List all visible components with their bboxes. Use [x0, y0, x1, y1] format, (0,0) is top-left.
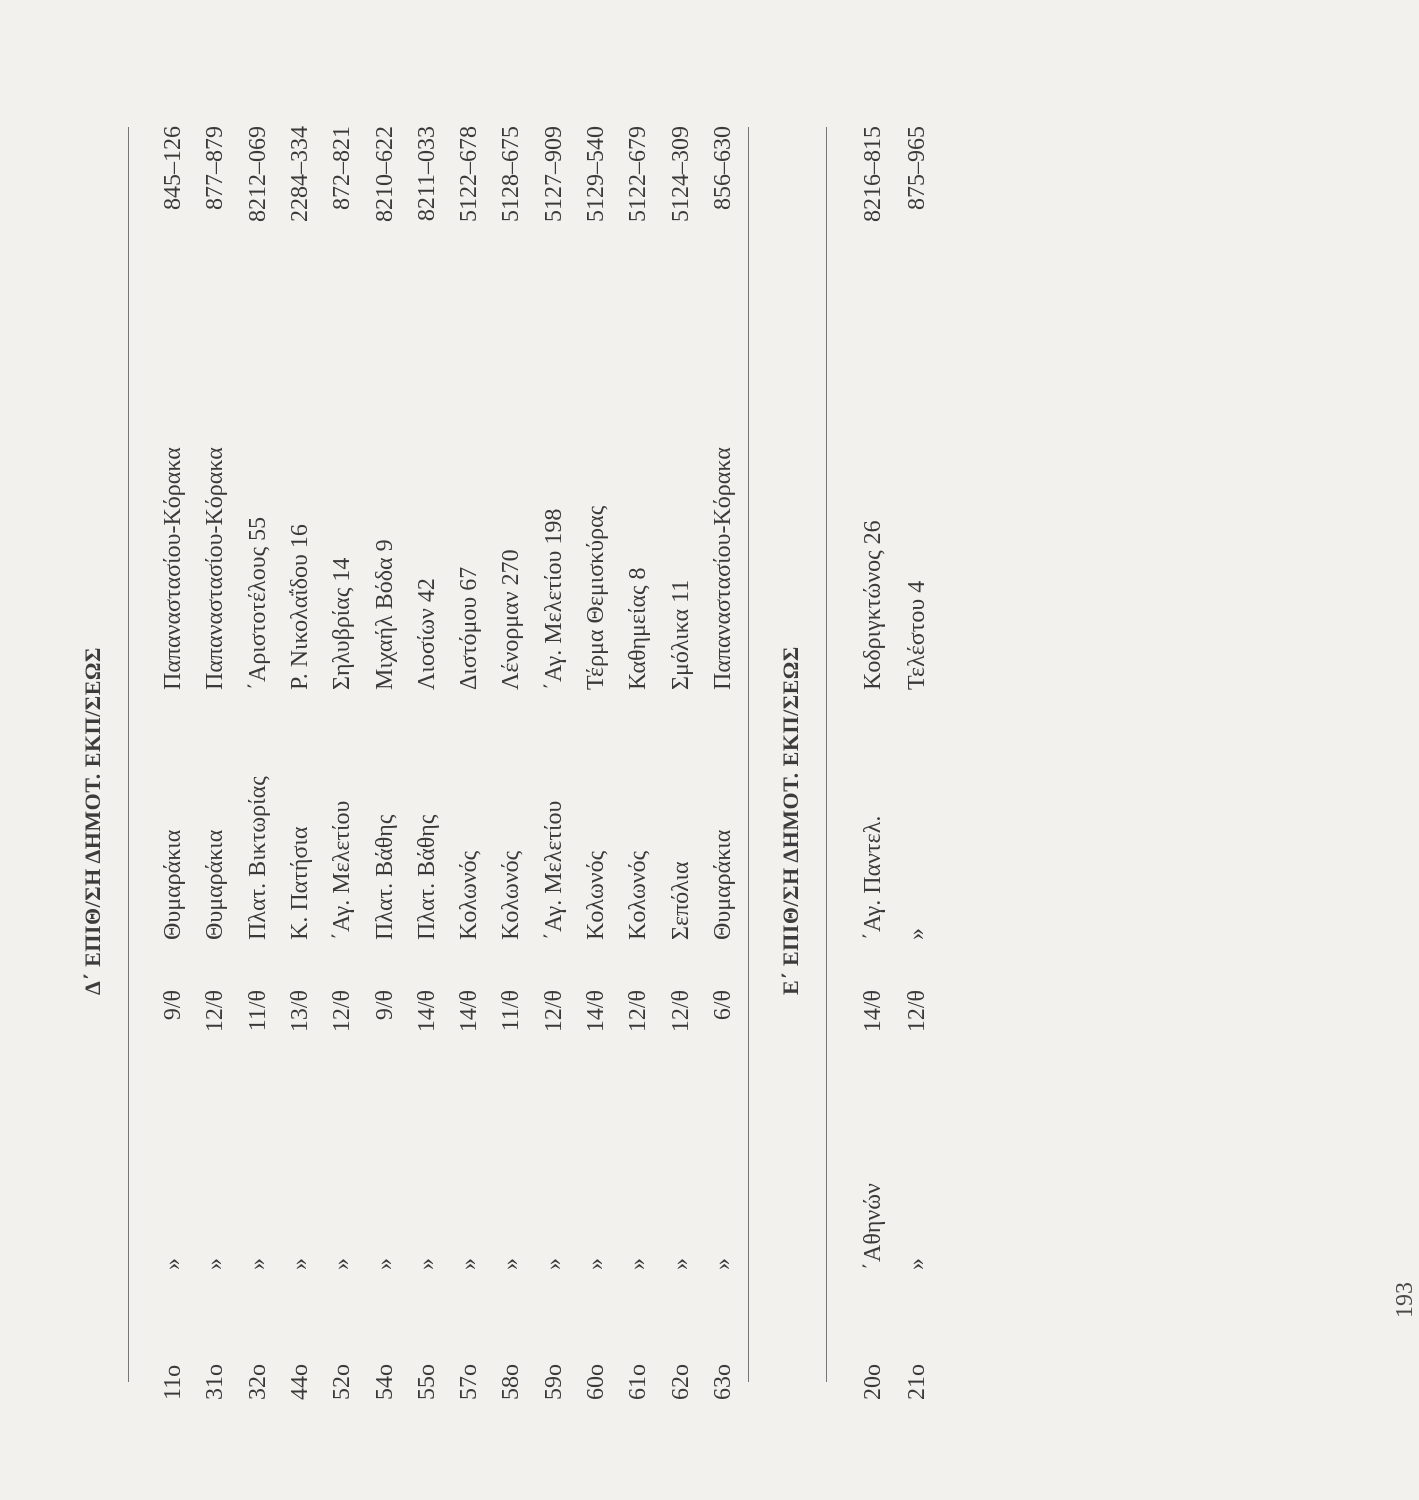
phone-cell: 845–126 [160, 126, 186, 210]
municipality-cell: » [583, 1258, 609, 1270]
classrooms-cell: 9/θ [371, 990, 398, 1021]
municipality-cell: » [244, 1258, 271, 1270]
municipality-cell: » [667, 1258, 694, 1270]
phone-cell: 5129–540 [583, 126, 609, 222]
address-cell: Τελέστου 4 [904, 580, 930, 690]
area-cell: Κ. Πατήσια [286, 826, 313, 940]
municipality-cell: » [540, 1258, 567, 1270]
phone-cell: 5127–909 [540, 126, 567, 222]
school-number-cell: 21ο [904, 1364, 930, 1400]
address-cell: Διστόμου 67 [456, 566, 483, 690]
municipality-cell: » [456, 1258, 483, 1270]
area-cell: Πλατ. Βικτωρίας [244, 776, 271, 940]
municipality-cell: » [709, 1258, 736, 1270]
municipality-cell: » [202, 1258, 229, 1270]
classrooms-cell: 14/θ [413, 990, 440, 1033]
school-number-cell: 20ο [860, 1364, 886, 1400]
school-number-cell: 59ο [540, 1364, 567, 1400]
school-number-cell: 58ο [498, 1364, 525, 1400]
section-d-title: Δ΄ ΕΠΙΘ/ΣΗ ΔΗΜΟΤ. ΕΚΠ/ΣΕΩΣ [80, 647, 105, 995]
area-cell: Θυμαράκια [160, 829, 186, 940]
classrooms-cell: 9/θ [160, 990, 186, 1021]
classrooms-cell: 14/θ [583, 990, 609, 1033]
address-cell: ΄Αριστοτέλους 55 [244, 516, 271, 690]
area-cell: » [904, 928, 930, 940]
table-row [160, 0, 200, 1500]
section-e-top-rule [826, 127, 827, 1382]
school-number-cell: 11ο [160, 1364, 186, 1400]
area-cell: ΄Αγ. Παντελ. [860, 815, 886, 940]
phone-cell: 5124–309 [667, 126, 694, 222]
address-cell: Ρ. Νικολαΐδου 16 [286, 524, 313, 690]
table-row [414, 0, 454, 1500]
municipality-cell: » [160, 1258, 186, 1270]
phone-cell: 8216–815 [860, 126, 886, 222]
municipality-cell: » [329, 1258, 356, 1270]
area-cell: ΄Αγ. Μελετίου [329, 800, 356, 940]
section-d-bottom-rule [748, 127, 749, 1382]
area-cell: Κολωνός [583, 850, 609, 940]
area-cell: Κολωνός [625, 850, 652, 940]
municipality-cell: » [286, 1258, 313, 1270]
table-row [329, 0, 369, 1500]
page-number: 193 [1392, 1282, 1418, 1318]
phone-cell: 5122–678 [456, 126, 483, 222]
section-d-top-rule [128, 127, 129, 1382]
address-cell: Λένορμαν 270 [498, 549, 525, 690]
table-row [245, 0, 285, 1500]
section-e-title: Ε΄ ΕΠΙΘ/ΣΗ ΔΗΜΟΤ. ΕΚΠ/ΣΕΩΣ [778, 646, 803, 995]
municipality-cell: » [904, 1258, 930, 1270]
table-row [625, 0, 665, 1500]
area-cell: Πλατ. Βάθης [413, 814, 440, 940]
address-cell: Τέρμα Θεμισκύρας [583, 505, 609, 690]
area-cell: Σεπόλια [667, 861, 694, 940]
phone-cell: 2284–334 [286, 126, 313, 222]
school-number-cell: 62ο [667, 1364, 694, 1400]
classrooms-cell: 12/θ [625, 990, 652, 1033]
table-row [498, 0, 538, 1500]
classrooms-cell: 12/θ [329, 990, 356, 1033]
address-cell: ΄Αγ. Μελετίου 198 [540, 508, 567, 690]
address-cell: Σηλυβρίας 14 [329, 557, 356, 690]
school-number-cell: 32ο [244, 1364, 271, 1400]
municipality-cell: » [625, 1258, 652, 1270]
table-row [904, 0, 944, 1500]
table-row [583, 0, 623, 1500]
phone-cell: 8210–622 [371, 126, 398, 222]
municipality-cell: ΄Αθηνών [860, 1183, 886, 1270]
classrooms-cell: 12/θ [904, 990, 930, 1033]
address-cell: Κοδριγκτώνος 26 [860, 520, 886, 690]
address-cell: Καθημείας 8 [625, 567, 652, 690]
area-cell: Κολωνός [456, 850, 483, 940]
address-cell: Σμόλικα 11 [667, 579, 694, 690]
classrooms-cell: 14/θ [860, 990, 886, 1033]
phone-cell: 8211–033 [413, 126, 440, 222]
classrooms-cell: 12/θ [667, 990, 694, 1033]
address-cell: Λιοσίων 42 [413, 578, 440, 690]
municipality-cell: » [371, 1258, 398, 1270]
address-cell: Παπαναστασίου-Κόρακα [709, 447, 736, 690]
phone-cell: 856–630 [709, 126, 736, 210]
classrooms-cell: 11/θ [244, 990, 271, 1032]
classrooms-cell: 14/θ [456, 990, 483, 1033]
school-number-cell: 61ο [625, 1364, 652, 1400]
table-row [372, 0, 412, 1500]
municipality-cell: » [498, 1258, 525, 1270]
phone-cell: 872–821 [329, 126, 356, 210]
table-row [860, 0, 900, 1500]
area-cell: Θυμαράκια [709, 829, 736, 940]
school-number-cell: 44ο [286, 1364, 313, 1400]
classrooms-cell: 12/θ [540, 990, 567, 1033]
school-number-cell: 31ο [202, 1364, 229, 1400]
municipality-cell: » [413, 1258, 440, 1270]
school-number-cell: 63ο [709, 1364, 736, 1400]
area-cell: ΄Αγ. Μελετίου [540, 800, 567, 940]
table-row [668, 0, 708, 1500]
school-number-cell: 57ο [456, 1364, 483, 1400]
table-row [456, 0, 496, 1500]
address-cell: Παπαναστασίου-Κόρακα [202, 447, 229, 690]
phone-cell: 5128–675 [498, 126, 525, 222]
phone-cell: 875–965 [904, 126, 930, 210]
table-row [710, 0, 750, 1500]
table-row [287, 0, 327, 1500]
school-number-cell: 60ο [583, 1364, 609, 1400]
area-cell: Πλατ. Βάθης [371, 814, 398, 940]
table-row [202, 0, 242, 1500]
classrooms-cell: 12/θ [202, 990, 229, 1033]
phone-cell: 5122–679 [625, 126, 652, 222]
phone-cell: 8212–069 [244, 126, 271, 222]
address-cell: Παπαναστασίου-Κόρακα [160, 447, 186, 690]
classrooms-cell: 13/θ [286, 990, 313, 1033]
school-number-cell: 54ο [371, 1364, 398, 1400]
area-cell: Θυμαράκια [202, 829, 229, 940]
table-row [541, 0, 581, 1500]
address-cell: Μιχαήλ Βόδα 9 [371, 539, 398, 690]
phone-cell: 877–879 [202, 126, 229, 210]
school-number-cell: 55ο [413, 1364, 440, 1400]
classrooms-cell: 6/θ [709, 990, 736, 1021]
area-cell: Κολωνός [498, 850, 525, 940]
classrooms-cell: 11/θ [498, 990, 525, 1032]
school-number-cell: 52ο [329, 1364, 356, 1400]
